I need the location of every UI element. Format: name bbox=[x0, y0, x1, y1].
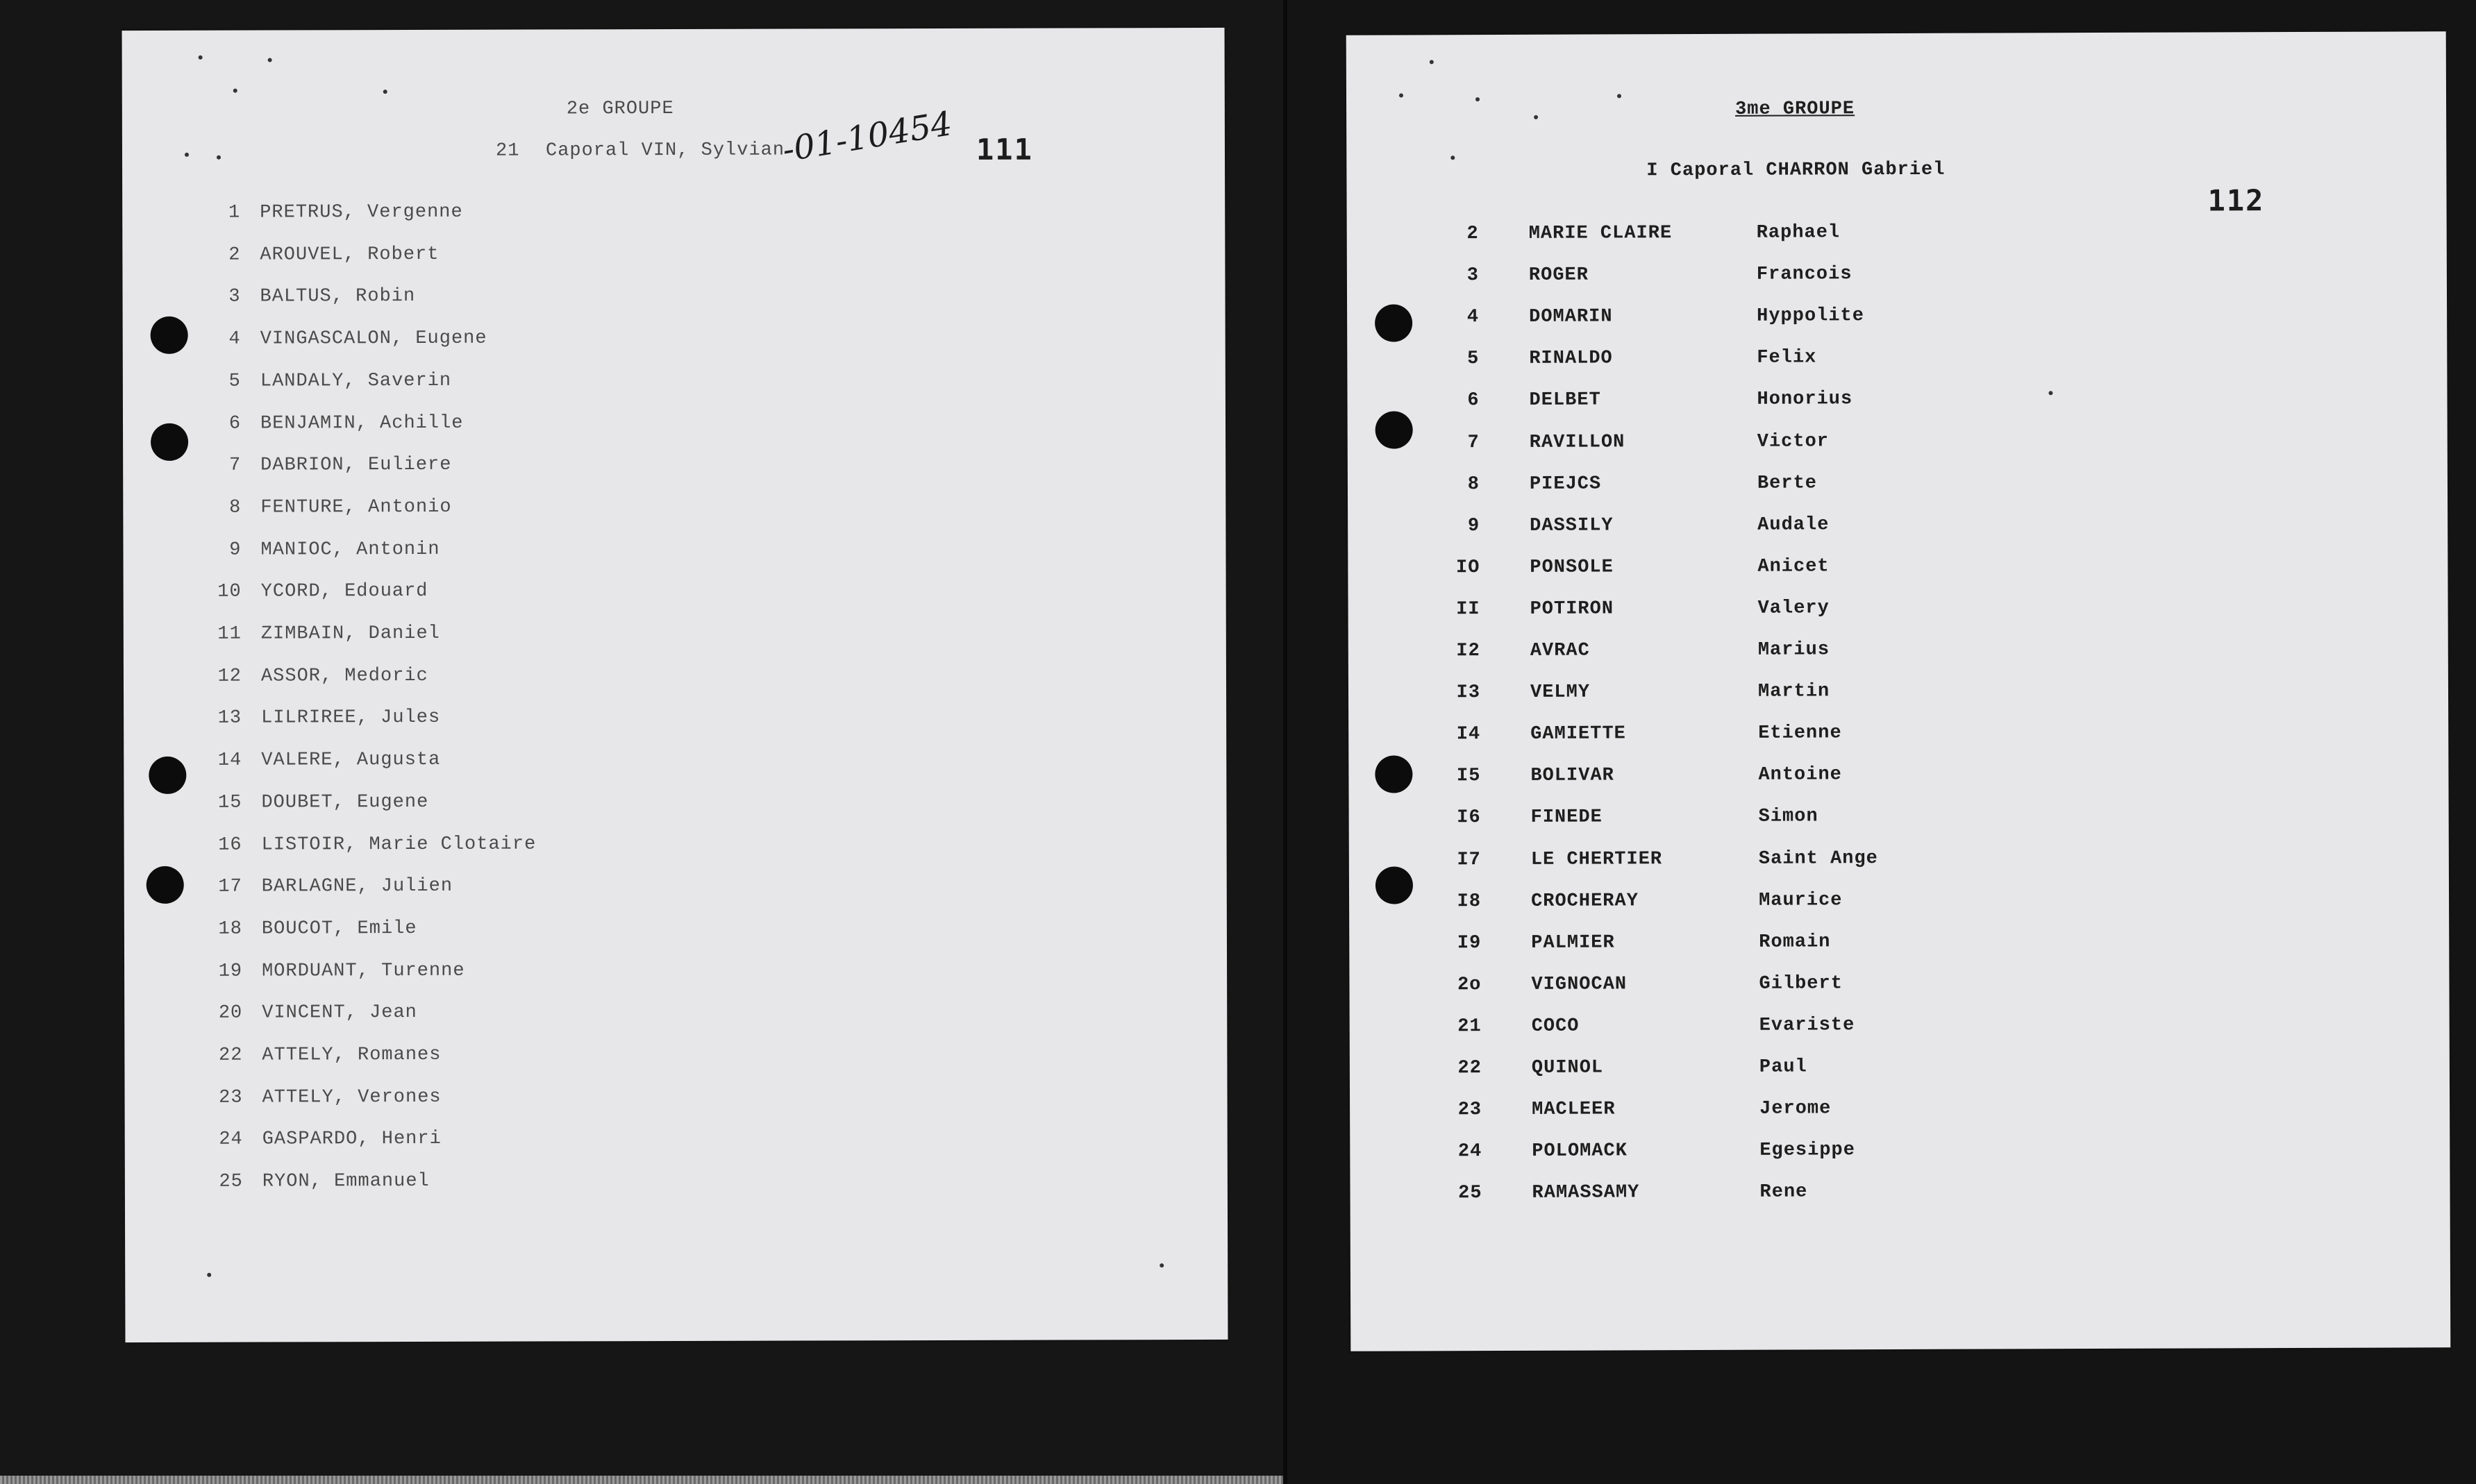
roster-surname: DASSILY bbox=[1530, 515, 1614, 537]
speck bbox=[1534, 115, 1538, 119]
roster-name: LILRIREE, Jules bbox=[261, 707, 441, 729]
roster-first-name: Antoine bbox=[1758, 764, 1842, 786]
speck bbox=[1430, 60, 1434, 64]
roster-first-name: Simon bbox=[1758, 806, 1818, 828]
speck bbox=[233, 89, 237, 93]
roster-surname: PONSOLE bbox=[1530, 557, 1614, 578]
speck bbox=[383, 90, 387, 94]
roster-surname: DOMARIN bbox=[1529, 306, 1613, 328]
roster-surname: AVRAC bbox=[1530, 640, 1590, 661]
roster-surname: BOLIVAR bbox=[1530, 765, 1614, 787]
punch-hole bbox=[1375, 866, 1413, 904]
roster-first-name: Romain bbox=[1759, 931, 1831, 953]
speck bbox=[217, 155, 221, 160]
roster-first-name: Evariste bbox=[1759, 1015, 1855, 1036]
roster-name: LISTOIR, Marie Clotaire bbox=[261, 834, 537, 856]
roster-number: 4 bbox=[1466, 307, 1480, 328]
punch-hole bbox=[1375, 755, 1412, 793]
roster-first-name: Raphael bbox=[1756, 222, 1841, 244]
roster-name: AROUVEL, Robert bbox=[260, 244, 440, 266]
roster-name: ZIMBAIN, Daniel bbox=[260, 623, 440, 645]
roster-number: 6 bbox=[1467, 390, 1480, 412]
roster-name: VINGASCALON, Eugene bbox=[260, 328, 487, 350]
punch-hole bbox=[151, 423, 188, 461]
document-page-left bbox=[122, 28, 1228, 1342]
caporal-line: I Caporal CHARRON Gabriel bbox=[1646, 159, 1946, 182]
roster-name: YCORD, Edouard bbox=[260, 581, 428, 602]
page-number: 112 bbox=[2207, 183, 2265, 218]
speck bbox=[185, 153, 189, 157]
roster-number: 13 bbox=[217, 708, 242, 730]
roster-number: 14 bbox=[217, 750, 242, 771]
roster-first-name: Etienne bbox=[1758, 723, 1842, 744]
roster-first-name: Paul bbox=[1759, 1056, 1807, 1078]
roster-first-name: Francois bbox=[1756, 264, 1852, 285]
roster-surname: CROCHERAY bbox=[1531, 890, 1639, 912]
roster-number: 18 bbox=[218, 918, 242, 940]
roster-number: 9 bbox=[229, 539, 242, 561]
roster-number: 15 bbox=[217, 792, 242, 813]
roster-name: VINCENT, Jean bbox=[262, 1002, 417, 1024]
roster-number: 7 bbox=[228, 455, 242, 476]
roster-surname: PIEJCS bbox=[1529, 473, 1602, 495]
speck bbox=[1617, 94, 1621, 98]
roster-surname: QUINOL bbox=[1531, 1057, 1604, 1079]
roster-number: I3 bbox=[1456, 682, 1481, 704]
roster-number: 5 bbox=[1467, 348, 1480, 370]
roster-name: DOUBET, Eugene bbox=[261, 791, 429, 813]
roster-number: 19 bbox=[218, 961, 243, 982]
roster-number: 25 bbox=[1458, 1183, 1482, 1204]
roster-name: FENTURE, Antonio bbox=[260, 496, 452, 518]
roster-number: 25 bbox=[219, 1171, 243, 1192]
roster-first-name: Berte bbox=[1757, 473, 1818, 494]
roster-number: 24 bbox=[1457, 1141, 1482, 1163]
roster-name: MORDUANT, Turenne bbox=[262, 960, 465, 982]
roster-number: 5 bbox=[228, 371, 241, 392]
roster-first-name: Rene bbox=[1759, 1181, 1808, 1203]
punch-hole bbox=[151, 317, 188, 354]
roster-surname: LE CHERTIER bbox=[1530, 848, 1663, 870]
roster-first-name: Audale bbox=[1757, 514, 1830, 536]
roster-surname: VIGNOCAN bbox=[1531, 974, 1628, 995]
roster-name: ASSOR, Medoric bbox=[260, 665, 428, 687]
roster-number: 23 bbox=[1457, 1099, 1482, 1121]
punch-hole bbox=[149, 757, 186, 794]
roster-name: RYON, Emmanuel bbox=[262, 1171, 430, 1192]
roster-number: 1 bbox=[228, 202, 241, 224]
roster-number: 21 bbox=[1457, 1015, 1482, 1038]
roster-first-name: Victor bbox=[1757, 430, 1830, 453]
roster-number: 17 bbox=[218, 876, 242, 897]
roster-name: VALERE, Augusta bbox=[261, 749, 441, 771]
roster-name: GASPARDO, Henri bbox=[262, 1129, 442, 1150]
document-page-right bbox=[1346, 31, 2451, 1351]
roster-number: 9 bbox=[1467, 515, 1480, 537]
roster-surname: POTIRON bbox=[1530, 598, 1614, 620]
roster-surname: RAVILLON bbox=[1529, 431, 1625, 453]
roster-number: I2 bbox=[1456, 641, 1480, 662]
roster-number: I5 bbox=[1456, 766, 1481, 787]
roster-first-name: Valery bbox=[1757, 598, 1830, 619]
group-title: 2e GROUPE bbox=[566, 99, 674, 120]
page-number: 111 bbox=[976, 132, 1033, 167]
roster-number: 24 bbox=[219, 1129, 243, 1151]
roster-number: 3 bbox=[228, 287, 241, 308]
roster-surname: VELMY bbox=[1530, 682, 1591, 703]
roster-number: 23 bbox=[219, 1087, 243, 1108]
film-edge-strip bbox=[0, 1476, 1283, 1484]
roster-number: 8 bbox=[1467, 473, 1480, 495]
roster-surname: COCO bbox=[1531, 1015, 1580, 1037]
speck bbox=[1450, 155, 1455, 160]
speck bbox=[1399, 93, 1403, 97]
roster-number: 16 bbox=[218, 834, 242, 856]
roster-number: 2 bbox=[1466, 224, 1479, 245]
roster-first-name: Gilbert bbox=[1759, 973, 1843, 995]
roster-number: 10 bbox=[217, 581, 242, 603]
speck bbox=[268, 58, 272, 62]
roster-name: BOUCOT, Emile bbox=[261, 918, 417, 940]
caporal-number: 21 bbox=[495, 140, 520, 162]
group-title: 3me GROUPE bbox=[1735, 99, 1855, 120]
handwritten-reference: -01-10454 bbox=[780, 104, 955, 170]
roster-surname: POLOMACK bbox=[1532, 1140, 1628, 1163]
roster-number: I8 bbox=[1457, 891, 1482, 912]
roster-name: BENJAMIN, Achille bbox=[260, 412, 464, 435]
roster-surname: FINEDE bbox=[1530, 807, 1603, 829]
roster-first-name: Saint Ange bbox=[1758, 848, 1878, 870]
roster-surname: MACLEER bbox=[1532, 1099, 1616, 1120]
roster-first-name: Martin bbox=[1757, 681, 1830, 702]
roster-surname: GAMIETTE bbox=[1530, 723, 1626, 745]
speck bbox=[1475, 97, 1480, 101]
roster-first-name: Marius bbox=[1757, 639, 1830, 661]
roster-first-name: Honorius bbox=[1757, 389, 1853, 411]
roster-number: 8 bbox=[229, 497, 242, 518]
roster-name: ATTELY, Verones bbox=[262, 1086, 442, 1108]
roster-number: 22 bbox=[1457, 1058, 1482, 1079]
roster-number: 4 bbox=[228, 328, 241, 350]
roster-name: LANDALY, Saverin bbox=[260, 370, 452, 392]
roster-number: 7 bbox=[1467, 432, 1480, 453]
speck bbox=[199, 56, 203, 60]
roster-number: 11 bbox=[217, 623, 242, 645]
roster-number: 22 bbox=[218, 1045, 243, 1066]
roster-surname: RINALDO bbox=[1529, 348, 1613, 370]
roster-number: IO bbox=[1455, 557, 1480, 579]
roster-name: BARLAGNE, Julien bbox=[261, 876, 453, 897]
caporal-line: Caporal VIN, Sylvian bbox=[545, 140, 785, 162]
roster-name: MANIOC, Antonin bbox=[260, 539, 440, 561]
roster-surname: PALMIER bbox=[1531, 932, 1615, 954]
roster-name: BALTUS, Robin bbox=[260, 286, 416, 307]
roster-surname: RAMASSAMY bbox=[1532, 1182, 1640, 1204]
speck bbox=[2048, 391, 2052, 395]
roster-surname: ROGER bbox=[1528, 264, 1589, 286]
roster-first-name: Felix bbox=[1757, 347, 1817, 369]
roster-name: ATTELY, Romanes bbox=[262, 1044, 442, 1066]
roster-number: 6 bbox=[228, 413, 242, 435]
roster-name: DABRION, Euliere bbox=[260, 455, 452, 476]
punch-hole bbox=[1375, 304, 1412, 342]
roster-number: 3 bbox=[1466, 265, 1479, 287]
roster-number: 20 bbox=[218, 1002, 243, 1025]
speck bbox=[1160, 1263, 1164, 1267]
roster-surname: MARIE CLAIRE bbox=[1528, 223, 1673, 244]
roster-name: PRETRUS, Vergenne bbox=[260, 201, 463, 224]
roster-first-name: Egesippe bbox=[1759, 1140, 1855, 1161]
punch-hole bbox=[147, 866, 184, 904]
roster-number: 2 bbox=[228, 244, 241, 266]
roster-number: 2o bbox=[1457, 974, 1482, 996]
punch-hole bbox=[1375, 411, 1413, 448]
roster-first-name: Maurice bbox=[1758, 889, 1843, 911]
roster-surname: DELBET bbox=[1529, 389, 1601, 412]
roster-number: I7 bbox=[1457, 849, 1481, 870]
roster-first-name: Jerome bbox=[1759, 1098, 1832, 1120]
roster-number: I9 bbox=[1457, 932, 1482, 954]
speck bbox=[207, 1273, 211, 1277]
roster-first-name: Anicet bbox=[1757, 556, 1830, 577]
roster-number: I4 bbox=[1456, 724, 1481, 745]
roster-number: I6 bbox=[1457, 807, 1481, 829]
roster-first-name: Hyppolite bbox=[1757, 305, 1864, 327]
roster-number: 12 bbox=[217, 666, 242, 687]
roster-number: II bbox=[1456, 598, 1480, 621]
